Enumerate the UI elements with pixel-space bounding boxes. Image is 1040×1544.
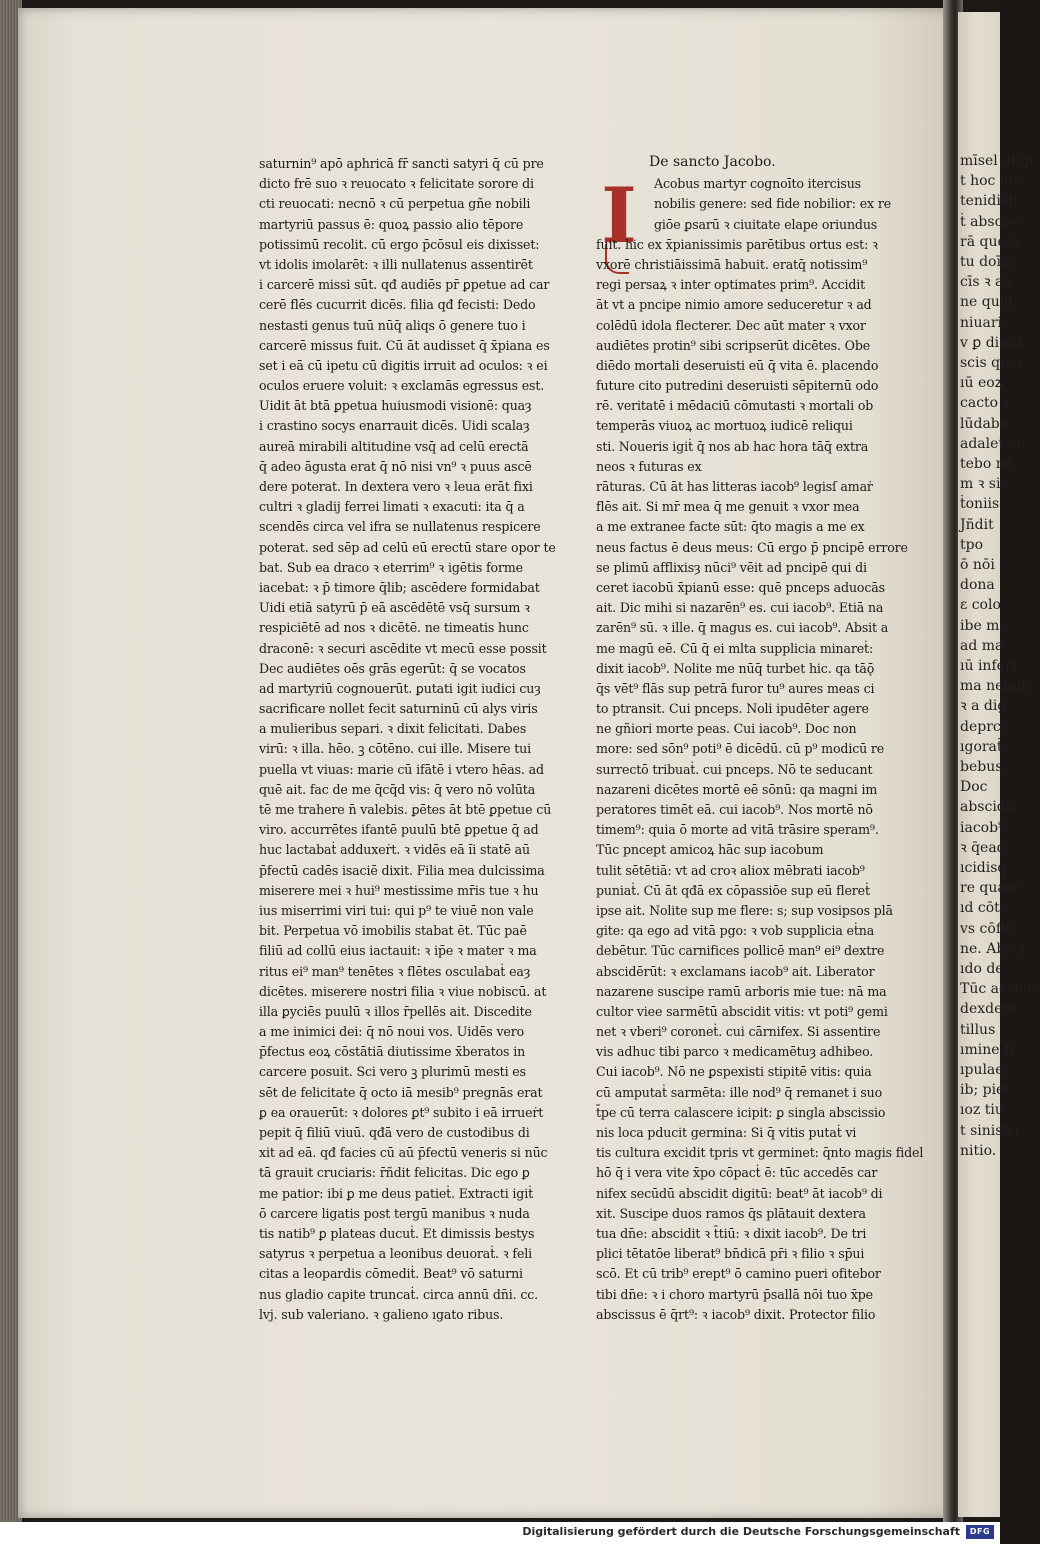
heading-spacer xyxy=(596,154,906,174)
next-page-fragment: ib; piet xyxy=(960,1082,1010,1099)
text-line: tibi dn̄e: ꝛ i choro martyrū p̄sallā nōi tuo x̄pe xyxy=(596,1286,873,1302)
text-line: poterat. sed sēp ad celū eū erectū stare opor te xyxy=(259,539,556,555)
next-page-edge xyxy=(958,12,1040,1517)
text-line: p̄fectus eoꝝ cōstātiā diutissime x̄beratos in xyxy=(259,1044,526,1060)
text-line: xit. Suscipe duos ramos q̄s plātauit dextera xyxy=(596,1205,866,1221)
text-line: ritus ei⁹ man⁹ tenētes ꝛ flētes osculabaṫ eaȝ xyxy=(259,963,531,979)
text-line: tua dn̄e: abscidit ꝛ t̄tiū: ꝛ dixit iacob⁹. De tri xyxy=(596,1225,867,1241)
text-line: a mulieribus separi. ꝛ dixit felicitati. Dabes xyxy=(259,721,527,737)
text-line: vis adhuc tibi parco ꝛ medicamētuȝ adhibeo. xyxy=(596,1044,874,1060)
text-line: quē ait. fac de me q̄cq̄d vis: q̄ vero nō volūta xyxy=(259,781,536,797)
text-line: virū: ꝛ illa. hēo. ꝫ cōtēno. cui ille. Misere tui xyxy=(259,741,531,757)
text-line: hō q̄ i vera vite x̄po cōpacṫ ē: tūc accedēs car xyxy=(596,1165,878,1181)
next-page-fragment: tenidisti xyxy=(960,193,1019,210)
next-page-fragment: ıpulae xyxy=(960,1062,1004,1078)
text-line: cū amputaṫ sarmēta: ille nod⁹ q̄ remanet i suo xyxy=(596,1084,883,1100)
text-line: carcerē missus fuit. Cū āt audisset q̄ x̄piana es xyxy=(259,337,550,353)
next-page-fragment: t hoc die xyxy=(960,173,1022,190)
next-page-fragment: ıoz tiu xyxy=(960,1102,1004,1119)
next-page-fragment: abscidii xyxy=(960,799,1015,816)
text-line: miserere mei ꝛ hui⁹ mestissime mr̄is tue ꝛ hu xyxy=(259,882,539,898)
text-line: rāturas. Cū āt has litteras iacob⁹ legisſ amaṙ xyxy=(596,479,873,494)
next-page-fragment: Doc xyxy=(960,779,988,796)
text-line: ne gñiori morte peas. Cui iacob⁹. Doc non xyxy=(596,721,857,737)
text-line: q̄ adeo āgusta erat q̄ nō nisi vn⁹ ꝛ puus ascē xyxy=(259,458,532,474)
text-line: ius miserrimi viri tui: qui p⁹ te viuē non vale xyxy=(259,902,534,918)
text-line: nobilis genere: sed fide nobilior: ex re xyxy=(654,196,892,212)
next-page-fragment: deprci xyxy=(960,718,1006,735)
text-line: illa ꝑyciēs puulū ꝛ illos r̄pellēs ait. Discedite xyxy=(259,1003,532,1019)
text-line: q̄s vēt⁹ flās sup petrā furor tu⁹ aures meas ci xyxy=(596,680,875,696)
next-page-fragment: ma nefada xyxy=(960,678,1035,695)
chapter-heading: De sancto Jacobo. xyxy=(649,154,776,170)
text-line: ceret iacobū x̄pianū esse: quē pnceps aduocās xyxy=(596,579,885,595)
next-page-fragment: cacto ꝛ xyxy=(960,395,1010,412)
next-page-fragment: scis quia xyxy=(960,355,1022,371)
text-line: set i eā cū ipetu cū digitis irruit ad oculos: ꝛ ei xyxy=(259,357,548,373)
text-line: puniaṫ. Cū āt qđā ex cōpassiōe sup eū flereṫ xyxy=(596,882,870,898)
next-page-fragment: ıdo de xyxy=(960,961,1004,977)
text-line: scendēs circa vel ifra se nullatenus respicere xyxy=(259,519,541,535)
next-page-fragment: Tūc accede xyxy=(960,981,1040,998)
text-line: i carcerē missi sūt. qđ audiēs pr̄ ꝑpetue ad car xyxy=(259,277,550,293)
text-line: plici tētatōe liberat⁹ bn̄dicā pr̄i ꝛ filio ꝛ sp̄ui xyxy=(596,1246,865,1262)
text-line: future cito putredini deseruisti sēpiternū odo xyxy=(596,378,879,394)
text-line: ꝑ ea orauerūt: ꝛ dolores ꝑt⁹ subito i eā irrueṙt xyxy=(259,1104,544,1120)
text-line: tē me trahere n̄ valebis. ꝑētes āt btē ꝑpetue cū xyxy=(259,802,552,817)
next-page-fragment: t sinistri xyxy=(960,1122,1020,1139)
next-page-fragment: mīsel di q̄ı xyxy=(960,153,1034,169)
next-page-fragment: Jñdit xyxy=(960,516,994,533)
text-line: flēs ait. Si mr̄ mea q̄ me genuit ꝛ vxor mea xyxy=(596,499,860,515)
next-page-fragment: ıcidisq xyxy=(960,860,1007,876)
text-line: t̄pe cū terra calascere icipit: ꝑ singla abscissio xyxy=(596,1104,886,1120)
text-line: satyrus ꝛ perpetua a leonibus deuoraṫ. ꝛ feli xyxy=(259,1246,532,1262)
text-line: temperās viuoꝝ ac mortuoꝝ iudicē reliqui xyxy=(596,418,853,434)
text-line: giōe ꝑsarū ꝛ ciuitate elape oriundus xyxy=(654,216,878,232)
text-line: a me inimici dei: q̄ nō noui vos. Uidēs vero xyxy=(259,1024,525,1040)
text-line: dere poterat. In dextera vero ꝛ leua erāt fixi xyxy=(259,479,533,494)
text-line: scō. Et cū trib⁹ erept⁹ ō camino pueri ofitebor xyxy=(596,1266,881,1282)
text-line: tulit sētētiā: vt ad croꝛ aliox mēbrati iacob⁹ xyxy=(596,862,865,878)
next-page-fragment: iacob⁹ xyxy=(960,819,1004,836)
right-text-column xyxy=(596,154,924,1325)
text-line: zarēn⁹ sū. ꝛ ille. q̄ magus es. cui iacob⁹. Absit a xyxy=(596,620,889,636)
next-page-fragment: lūdabit xyxy=(960,415,1010,432)
text-line: viro. accurrētes ifantē puulū btē ꝑpetue q̄ ad xyxy=(259,822,539,838)
text-line: lvj. sub valeriano. ꝛ galieno ıgato ribus. xyxy=(259,1306,504,1322)
text-line: neus factus ē deus meus: Cū ergo p̄ pncipē errore xyxy=(596,539,908,555)
text-line: peratores timēt eā. cui iacob⁹. Nos mortē nō xyxy=(596,802,873,817)
text-line: filiū ad collū eius iactauit: ꝛ ip̄e ꝛ mater ꝛ ma xyxy=(259,943,537,959)
next-page-fragment: bebus. xyxy=(960,759,1007,775)
next-page-fragment: ɛ colo xyxy=(960,597,1001,614)
text-line: more: sed sōn⁹ poti⁹ ē dicēdū. cū p⁹ modicū re xyxy=(596,741,885,757)
text-line: abscidērūt: ꝛ exclamans iacob⁹ ait. Liberator xyxy=(596,963,875,979)
next-page-fragment: rā quem xyxy=(960,233,1020,250)
text-line: pepit q̄ filiū viuū. qđā vero de custodibus di xyxy=(259,1125,530,1140)
text-line: Acobus martyr cognoīto itercisus xyxy=(654,176,861,192)
text-line: carcere posuit. Sci vero ꝫ plurimū mesti es xyxy=(259,1064,526,1080)
text-line: xit ad eā. qđ facies cū aū p̄fectū veneris si nūc xyxy=(259,1145,548,1161)
next-page-fragment: tebo nō xyxy=(960,456,1014,472)
text-line: me patior: ibi ꝑ me deus patieṫ. Extracti igiṫ xyxy=(259,1185,533,1201)
text-line: ait. Dic mihi si nazarēn⁹ es. cui iacob⁹. Etiā na xyxy=(596,600,884,616)
text-line: diēdo mortali deseruisti eū q̄ vita ē. placendo xyxy=(596,357,879,373)
text-line: sacrificare nollet fecit saturninū cū alys viris xyxy=(259,701,538,717)
text-line: timem⁹: quia ō morte ad vitā trāsire speram⁹. xyxy=(596,822,879,838)
text-line: tis natib⁹ ꝑ plateas ducuṫ. Et dimissis bestys xyxy=(259,1225,535,1241)
text-line: p̄fectū cadēs isaciē dixit. Filia mea dulcissima xyxy=(259,862,545,878)
text-line: nifex secūdū abscidit digitū: beat⁹ āt iacob⁹ di xyxy=(596,1185,883,1201)
text-line: to ptransit. Cui pnceps. Noli ipudēter agere xyxy=(596,701,869,717)
text-line: colēdū idola flecterer. Dec aūt mater ꝛ vxor xyxy=(596,317,866,333)
next-page-fragment: tu doīne xyxy=(960,254,1019,270)
left-text-column xyxy=(259,154,564,1325)
text-line: fuit. hic ex x̄pianissimis parētibus ortus est: ꝛ xyxy=(596,236,878,252)
text-line: āt vt a pncipe nimio amore seduceretur ꝛ ad xyxy=(596,297,872,313)
text-line: nazarene suscipe ramū arboris mie tue: nā ma xyxy=(596,983,887,999)
text-line: debētur. Tūc carnifices pollicē man⁹ ei⁹ dextre xyxy=(596,943,885,959)
text-line: tā grauit cruciaris: r̄ñdit felicitas. Dic ego ꝑ xyxy=(259,1165,530,1181)
text-line: Uidi etiā satyrū p̄ eā ascēdētē vsq̄ sursum ꝛ xyxy=(259,600,530,616)
text-line: cerē flēs cucurrit dicēs. filia qđ fecisti: Dedo xyxy=(259,297,536,313)
next-page-fragment: ıd cōtē xyxy=(960,900,1009,917)
text-line: aureā mirabili altitudine vsq̄ ad celū erectā xyxy=(259,438,529,454)
text-line: sti. Noueris igiṫ q̄ nos ab hac hora tāq̄ extra xyxy=(596,438,869,454)
text-line: ad martyriū cognouerūt. ꝑutati igit iudici cuȝ xyxy=(259,680,541,696)
text-line: surrectō tribuaṫ. cui pnceps. Nō te seducant xyxy=(596,761,873,777)
text-line: nazareni dicētes mortē eē sōnū: qa magni im xyxy=(596,781,878,797)
text-line: citas a leopardis cōmediṫ. Beat⁹ vō saturni xyxy=(259,1266,523,1282)
next-page-fragment: ne. Abscı xyxy=(960,940,1025,957)
next-page-fragment: ıū eoꝝ xyxy=(960,375,1003,392)
next-page-fragment: adalet ab xyxy=(960,435,1026,452)
text-line: Dec audiētes oēs grās egerūt: q̄ se vocatos xyxy=(259,660,526,676)
text-line: dicētes. miserere nostri filia ꝛ viue nobiscū. at xyxy=(259,983,547,999)
dfg-logo: DFG xyxy=(966,1525,994,1539)
next-page-fragment: ṫ abscise xyxy=(960,213,1023,230)
text-line: nus gladio capite truncaṫ. circa annū dn̄i. cc. xyxy=(259,1286,538,1302)
text-line: regi persaꝝ ꝛ inter optimates prim⁹. Accidit xyxy=(596,277,866,293)
text-line: cultor viee sarmētū abscidit vitis: vt poti⁹ gemi xyxy=(596,1003,888,1019)
next-page-fragment: dexderit xyxy=(960,1001,1020,1018)
next-page-fragment: ṫoniis xyxy=(960,496,1000,513)
text-line: rē. veritatē i mēdaciū cōmutasti ꝛ mortali ob xyxy=(596,398,874,414)
funding-notice: Digitalisierung gefördert durch die Deutsche Forschungsgemeinschaft xyxy=(522,1525,960,1538)
text-line: a me extranee facte sūt: q̄to magis a me ex xyxy=(596,519,865,535)
text-line: cultri ꝛ gladij ferrei limati ꝛ exacuti: ita q̄ a xyxy=(259,499,525,515)
text-line: gite: qa ego ad vitā pgo: ꝛ vob supplicia eṫna xyxy=(596,923,875,939)
text-line: ipse ait. Nolite sup me flere: s; sup vosipsos plā xyxy=(596,902,893,918)
next-page-fragment: ıgoraṫ xyxy=(960,738,1003,755)
next-page-fragment: ꝛ q̄ead xyxy=(960,839,1006,856)
text-line: draconē: ꝛ securi ascēdite vt mecū esse possit xyxy=(259,640,547,656)
text-line: huc lactabaṫ adduxeṙt. ꝛ vidēs eā ı̄i statē aū xyxy=(259,842,530,858)
next-page-fragment: m ꝛ sic xyxy=(960,476,1009,493)
next-page-fragment: vs cōfite xyxy=(960,920,1020,937)
text-line: iacebat: ꝛ p̄ timore q̄lib; ascēdere formidabat xyxy=(259,579,540,595)
text-line: bat. Sub ea draco ꝛ eterrim⁹ ꝛ igētis forme xyxy=(259,559,523,575)
next-page-fragment: re quare xyxy=(960,880,1021,897)
next-page-fragment: ne quid xyxy=(960,294,1014,311)
text-line: dicto frē suo ꝛ reuocato ꝛ felicitate sorore di xyxy=(259,176,534,192)
text-line: puella vt viuas: marie cū ifātē i vtero hēas. ad xyxy=(259,761,544,777)
text-line: saturnin⁹ apō aphricā fr̄ sancti satyri q̄ cū pre xyxy=(259,156,544,171)
next-page-fragment: tpo xyxy=(960,536,984,553)
text-line: Uidit āt btā ꝑpetua huiusmodi visionē: quaȝ xyxy=(259,398,532,414)
text-line: cti reuocati: necnō ꝛ cū perpetua gñe nobili xyxy=(259,196,531,212)
text-line: tis cultura excidit tpris vt germinet: q̄nto magis fidel xyxy=(596,1145,924,1161)
initial-glyph: I xyxy=(601,171,637,260)
text-line: net ꝛ vberi⁹ coroneṫ. cui cārnifex. Si assentire xyxy=(596,1024,881,1040)
text-line: audiētes protin⁹ sibi scripserūt dicētes. Obe xyxy=(596,337,871,353)
next-page-fragment: ō nōi xyxy=(960,557,995,573)
text-line: vt idolis imolarēt: ꝛ illi nullatenus assentirēt xyxy=(259,256,533,272)
text-line: sēt de felicitate q̄ octo iā mesib⁹ pregnās erat xyxy=(259,1084,543,1100)
next-page-fragment: v ꝑ digitī xyxy=(960,334,1023,351)
text-line: Cui iacob⁹. Nō ne ꝑspexisti stipitē vitis: quia xyxy=(596,1064,872,1080)
text-line: me magū eē. Cū q̄ ei mlta supplicia minareṫ: xyxy=(596,640,874,656)
next-page-fragment: dona xyxy=(960,577,995,594)
text-line: nis loca pducit germina: Si q̄ vitis putaṫ vi xyxy=(596,1125,857,1140)
text-line: abscissus ē q̄rt⁹: ꝛ iacob⁹ dixit. Protector filio xyxy=(596,1306,876,1322)
text-line: nestasti genus tuū nūq̄ aliqs ō genere tuo i xyxy=(259,317,526,333)
next-page-fragment: ibe ma xyxy=(960,617,1008,634)
next-page-fragment: nitio. xyxy=(960,1142,997,1159)
text-line: i crastino socys enarrauit dicēs. Uidi scalaȝ xyxy=(259,418,530,434)
footer-bar xyxy=(0,1522,1000,1544)
text-line: Tūc pncept amicoꝝ hāc sup iacobum xyxy=(596,842,824,858)
next-page-fragment: ꝛ a dig xyxy=(960,698,1007,715)
text-line: martyriū passus ē: quoꝝ passio alio tēpore xyxy=(259,216,524,232)
next-page-fragment: ımine fi xyxy=(960,1041,1014,1058)
next-page-fragment: ad ma xyxy=(960,637,1004,654)
text-line: potissimū recolit. cū ergo p̄cōsul eis dixisset: xyxy=(259,236,540,252)
text-line: respiciētē ad nos ꝛ dicētē. ne timeatis hunc xyxy=(259,620,529,636)
next-page-fragment: cīs ꝛ aū xyxy=(960,274,1013,291)
next-page-fragment: ıū inferi xyxy=(960,658,1017,674)
text-line: dixit iacob⁹. Nolite me nūq̄ turbet hic. qa tāǭ xyxy=(596,660,875,676)
next-page-fragment: tillus xyxy=(960,1021,996,1038)
text-line: se plimū afflixisȝ nūci⁹ vēit ad pncipē qui di xyxy=(596,559,867,575)
text-line: oculos eruere voluit: ꝛ exclamās egressus est. xyxy=(259,378,545,394)
text-line: neos ꝛ futuras ex xyxy=(596,458,702,474)
text-line: vxorē christiāissimā habuit. eratq̄ notissim⁹ xyxy=(596,256,868,272)
text-line: bit. Perpetua vō imobilis stabat ēt. Tūc paē xyxy=(259,923,527,939)
next-page-fragment: niuaris xyxy=(960,314,1010,331)
text-line: ō carcere ligatis post tergū manibus ꝛ nuda xyxy=(259,1205,530,1221)
